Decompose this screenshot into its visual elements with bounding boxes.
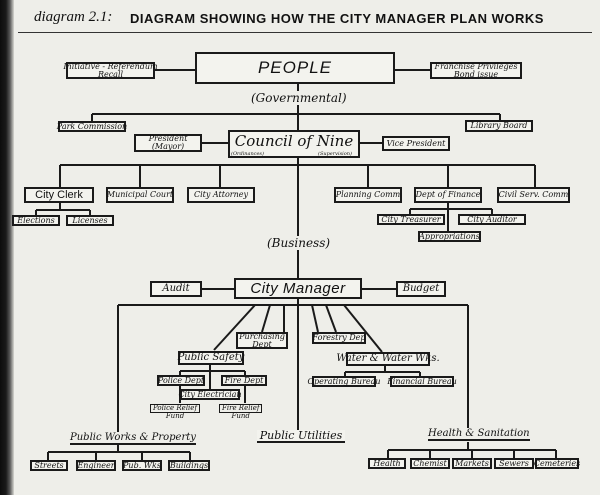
city-attorney-box: City Attorney [187,187,255,203]
park-commission-box: Park Commission [56,121,128,131]
city-auditor-box: City Auditor [458,214,526,225]
city-electrician-box: City Electrician [178,389,242,399]
municipal-court-box: Municipal Court [106,187,174,203]
sewers-box: Sewers [494,458,534,469]
police-relief-label [150,404,200,420]
elections-box: Elections [12,215,60,226]
police-dept-box: Police Dept [157,375,205,385]
fire-relief-line-1: Fire Relief [219,404,262,413]
people-box: PEOPLE [195,52,395,84]
health-sanitation-label: Health & Sanitation [428,428,530,439]
fire-relief-line-2: Fund [231,412,250,420]
markets-box: Markets [452,458,492,469]
city-manager-box: City Manager [234,278,362,299]
purchasing-line-2: Dept [252,339,272,349]
engineer-box: Engineer [77,460,115,470]
governmental-label: (Governmental) [251,91,347,105]
vice-president-box: Vice President [382,136,450,151]
appropriations-box: Appropriations [419,231,480,241]
city-clerk-box: City Clerk [24,187,94,203]
library-board-box: Library Board [465,120,533,132]
water-works-box: Water & Water Wks. [336,353,440,364]
public-utilities-label: Public Utilities [257,430,345,443]
initiative-box [63,61,158,79]
council-box: Council of Nine [228,130,360,158]
purchasing-box [236,332,288,349]
licenses-box: Licenses [66,215,114,226]
initiative-line-2: Recall [97,69,124,79]
franchise-box [430,62,522,79]
initiative-line-1: Initiative - Referendum [63,61,158,71]
budget-box: Budget [396,281,446,297]
public-safety-box: Public Safety [177,352,245,363]
franchise-line-2: Bond issue [453,69,499,79]
police-relief-line-1: Police Relief [150,404,200,413]
president-box [134,134,202,152]
forestry-box: Forestry Dep [312,333,366,342]
president-line-2: (Mayor) [151,142,185,151]
fire-dept-box: Fire Dept [221,375,267,386]
dept-finance-box: Dept of Finance [414,187,482,203]
diagram-caption: diagram 2.1: [34,9,113,25]
president-line-1: President [148,134,188,143]
purchasing-line-1: Purchasing [239,331,285,341]
health-box: Health [368,458,406,469]
cemeteries-box: Cemeteries [533,458,581,468]
franchise-line-1: Franchise Privileges [434,61,518,71]
streets-box: Streets [30,460,68,471]
diagram-title: DIAGRAM SHOWING HOW THE CITY MANAGER PLAN WORKS [130,11,544,26]
audit-box: Audit [150,281,202,297]
planning-comm-box: Planning Comm [334,187,402,203]
buildings-box: Buildings [169,460,209,470]
fire-relief-label [219,404,262,420]
pub-wks-box: Pub. Wks [123,460,161,470]
police-relief-line-2: Fund [165,412,185,420]
financial-bureau-box: Financial Bureau [387,376,457,386]
civil-service-box: Civil Serv. Comm [497,187,570,203]
public-works-label: Public Works & Property [70,432,196,443]
city-treasurer-box: City Treasurer [377,214,445,225]
supervision-label: (Supervision) [318,151,352,157]
operating-bureau-box: Operating Bureau [307,376,381,386]
chemist-box: Chemist [410,458,450,469]
ordinances-label: (Ordinances) [231,151,264,157]
business-label: (Business) [267,236,331,250]
